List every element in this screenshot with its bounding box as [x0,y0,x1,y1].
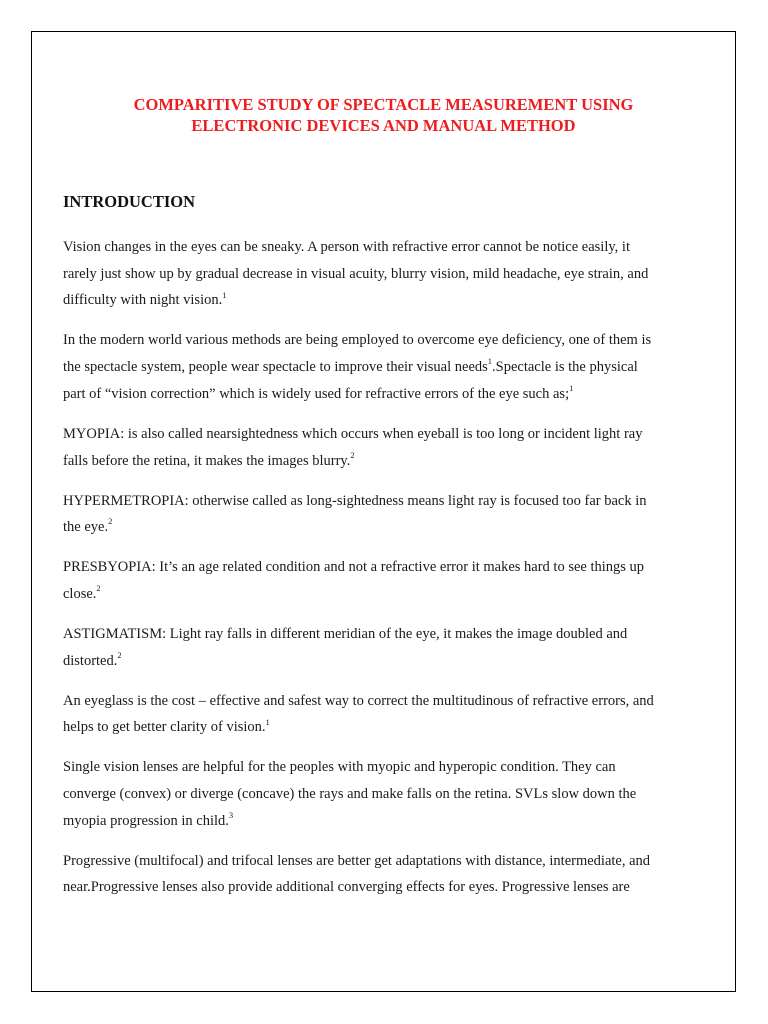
citation-superscript: 2 [350,449,355,460]
citation-superscript: 3 [228,809,234,820]
line-text: Progressive (multifocal) and trifocal lenses are better get adaptations with distance, intermediate, and [63,852,651,869]
text-line [63,354,703,381]
line-text: PRESBYOPIA: It’s an age related condition and not a refractive error it makes hard to see things up [63,559,645,576]
document-title [32,94,735,136]
text-line [63,754,703,781]
text-line [63,581,703,608]
line-text: the spectacle system, people wear spectacle to improve their visual needs [63,359,488,376]
line-text: An eyeglass is the cost – effective and safest way to correct the multitudinous of refractive errors, and [63,692,654,709]
paragraph [63,848,703,901]
section-heading: INTRODUCTION [63,192,196,211]
text-line [63,234,703,261]
paragraph [63,554,703,607]
line-text: difficulty with night vision. [63,292,223,309]
document-body [63,234,703,914]
citation-superscript: 1 [222,289,227,300]
text-line [63,514,703,541]
line-text: rarely just show up by gradual decrease in visual acuity, blurry vision, mild headache, eye strain, and [63,265,649,282]
line-text: the eye. [63,519,109,536]
text-line [63,808,703,835]
paragraph [63,688,703,741]
document-page [31,31,736,992]
citation-superscript: 2 [108,516,113,527]
paragraph [63,488,703,541]
paragraph [63,327,703,407]
line-text: myopia progression in child. [63,812,229,829]
citation-superscript: 1 [265,716,270,727]
line-text: part of “vision correction” which is widely used for refractive errors of the eye such as; [63,385,570,402]
text-line [63,621,703,648]
line-text-continuation: .Spectacle is the physical [492,359,638,376]
text-line [63,554,703,581]
line-text: near.Progressive lenses also provide additional converging effects for eyes. Progressive lenses are [63,879,630,896]
text-line [63,488,703,515]
paragraph [63,621,703,674]
line-text: distorted. [63,652,118,669]
text-line [63,874,703,901]
text-line [63,448,703,475]
line-text: ASTIGMATISM: Light ray falls in different meridian of the eye, it makes the image doubled and [63,625,628,642]
text-line [63,848,703,875]
line-text: In the modern world various methods are being employed to overcome eye deficiency, one of them is [63,332,652,349]
paragraph [63,754,703,834]
title-line-2: ELECTRONIC DEVICES AND MANUAL METHOD [191,116,576,135]
text-line [63,381,703,408]
text-line [63,287,703,314]
text-line [63,421,703,448]
text-line [63,781,703,808]
citation-superscript: 2 [117,649,122,660]
citation-superscript: 1 [487,356,493,367]
line-text: close. [63,585,97,602]
paragraph [63,234,703,314]
title-line-1: COMPARITIVE STUDY OF SPECTACLE MEASUREMENT USING [133,95,634,114]
line-text: MYOPIA: is also called nearsightedness which occurs when eyeball is too long or incident light ray [63,425,643,442]
line-text: helps to get better clarity of vision. [63,719,266,736]
line-text: HYPERMETROPIA: otherwise called as long-sightedness means light ray is focused too far back in [63,492,647,509]
paragraph [63,421,703,474]
text-line [63,327,703,354]
text-line [63,714,703,741]
line-text: falls before the retina, it makes the images blurry. [63,452,351,469]
line-text: converge (convex) or diverge (concave) the rays and make falls on the retina. SVLs slow down the [63,786,637,803]
citation-superscript: 1 [569,382,574,393]
text-line [63,688,703,715]
text-line [63,648,703,675]
citation-superscript: 2 [96,583,101,594]
line-text: Single vision lenses are helpful for the peoples with myopic and hyperopic condition. They can [63,759,616,776]
line-text: Vision changes in the eyes can be sneaky. A person with refractive error cannot be notice easily, it [63,239,630,255]
text-line [63,261,703,288]
